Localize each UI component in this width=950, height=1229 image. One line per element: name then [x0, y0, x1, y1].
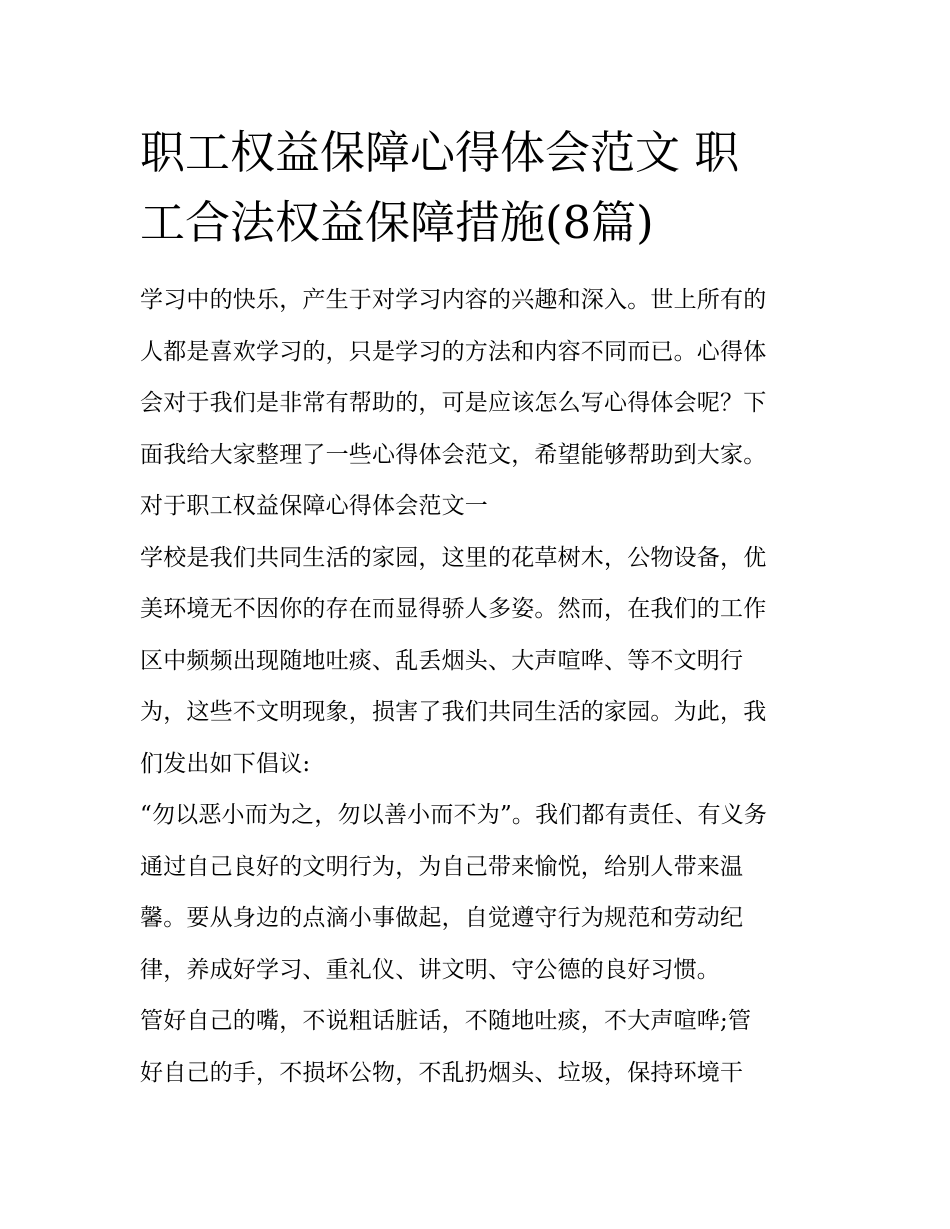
body-line: 会对于我们是非常有帮助的，可是应该怎么写心得体会呢？下: [140, 390, 767, 416]
body-line: 学习中的快乐，产生于对学习内容的兴趣和深入。世上所有的: [140, 287, 767, 313]
body-line: 管好自己的嘴，不说粗话脏话，不随地吐痰，不大声喧哗;管: [140, 1008, 752, 1034]
document-title: [140, 118, 812, 258]
body-line: 美环境无不因你的存在而显得骄人多姿。然而，在我们的工作: [140, 596, 767, 622]
body-line: 好自己的手，不损坏公物，不乱扔烟头、垃圾，保持环境干: [140, 1059, 744, 1086]
body-line: 区中频频出现随地吐痰、乱丢烟头、大声喧哗、等不文明行: [140, 647, 744, 674]
body-line: 律，养成好学习、重礼仪、讲文明、守公德的良好习惯。: [140, 956, 720, 983]
section-heading: 对于职工权益保障心得体会范文一: [140, 493, 488, 519]
body-line: 馨。要从身边的点滴小事做起，自觉遵守行为规范和劳动纪: [140, 905, 744, 931]
body-line: “勿以恶小而为之，勿以善小而不为”。我们都有责任、有义务: [140, 802, 768, 828]
body-line: 为，这些不文明现象，损害了我们共同生活的家园。为此，我: [140, 699, 767, 725]
body-line: 面我给大家整理了一些心得体会范文，希望能够帮助到大家。: [140, 441, 767, 468]
document-body: [140, 280, 820, 1104]
body-line: 们发出如下倡议:: [140, 750, 311, 777]
title-line-2: 工合法权益保障措施(8篇): [140, 196, 654, 249]
body-line: 人都是喜欢学习的，只是学习的方法和内容不同而已。心得体: [140, 338, 767, 365]
body-line: 通过自己良好的文明行为，为自己带来愉悦，给别人带来温: [140, 853, 744, 880]
body-line: 学校是我们共同生活的家园，这里的花草树木，公物设备，优: [140, 544, 767, 571]
title-line-1: 职工权益保障心得体会范文 职: [140, 126, 740, 179]
